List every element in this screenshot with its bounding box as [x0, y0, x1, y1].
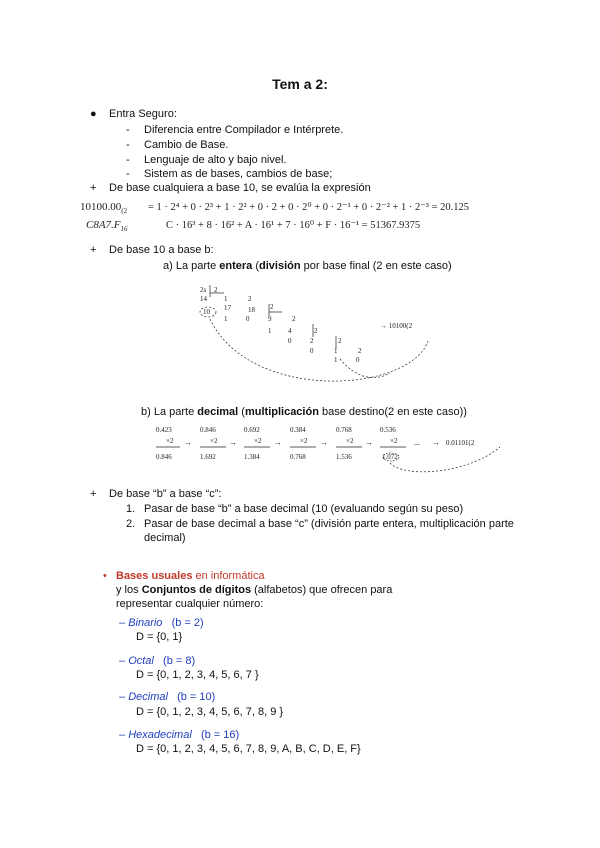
svg-text:17: 17: [224, 304, 231, 312]
dash-icon: -: [126, 139, 130, 151]
mult-times: ×2: [166, 437, 174, 445]
dash: –: [119, 617, 126, 629]
base-b: (b = 8): [163, 655, 196, 667]
base-name: Hexadecimal: [128, 729, 192, 741]
base-set: D = {0, 1, 2, 3, 4, 5, 6, 7 }: [136, 669, 259, 681]
part-b-bold1: decimal: [197, 406, 239, 418]
part-b-prefix: b) La parte: [141, 406, 198, 418]
svg-text:2: 2: [292, 315, 296, 323]
svg-text:1: 1: [334, 347, 338, 355]
mult-arrow: →: [365, 438, 373, 447]
div-rem: 0: [288, 337, 292, 345]
bases-head: [116, 570, 265, 582]
div-dividend: 10: [203, 308, 210, 316]
mult-arrow: →: [274, 438, 282, 447]
eq1-sub: (2: [121, 207, 128, 216]
part-a-text: [163, 260, 452, 272]
num-2: 2.: [126, 518, 136, 530]
mult-arrow: →: [229, 438, 237, 447]
plus-bullet-icon: +: [90, 182, 97, 194]
equation-1: [80, 201, 127, 215]
mult-result: 0.846: [156, 453, 172, 461]
base-b: (b = 2): [171, 617, 204, 629]
svg-text:1: 1: [224, 315, 228, 323]
mult-top: 0.768: [336, 426, 352, 434]
mult-top: 0.692: [244, 426, 260, 434]
section1-head: Entra Seguro:: [109, 108, 177, 120]
base-name: Binario: [128, 617, 163, 629]
mult-result: 1.072: [382, 453, 398, 461]
mult-result: 0.768: [290, 453, 306, 461]
red-bullet-icon: •: [103, 570, 107, 582]
multiplication-diagram: [150, 423, 510, 483]
mult-result: 1.384: [244, 453, 260, 461]
mult-result: 1.692: [200, 453, 216, 461]
section4-item: Pasar de base “b” a base decimal (10 (evaluando según su peso): [144, 503, 464, 515]
mult-times: ×2: [254, 437, 262, 445]
mult-arrow: →: [320, 438, 328, 447]
svg-text:2: 2: [248, 295, 252, 303]
svg-text:2: 2: [214, 286, 218, 294]
svg-text:9: 9: [268, 315, 272, 323]
dash: –: [119, 655, 126, 667]
base-b: (b = 10): [177, 691, 216, 703]
dash-icon: -: [126, 154, 130, 166]
base-item-decimal: [119, 691, 215, 703]
mult-arrow: →: [432, 438, 440, 447]
num-1: 1.: [126, 503, 136, 515]
section3-head: De base 10 a base b:: [109, 244, 214, 256]
svg-text:2: 2: [270, 303, 274, 311]
svg-text:0: 0: [356, 356, 360, 364]
mult-times: ×2: [300, 437, 308, 445]
svg-text:2: 2: [358, 347, 362, 355]
bases-head-rest: en informática: [192, 570, 265, 582]
div-rem: 1: [268, 327, 272, 335]
base-item-binario: [119, 617, 204, 629]
svg-text:0: 0: [310, 347, 314, 355]
mult-ellipsis: ...: [414, 438, 420, 447]
base-set: D = {0, 1}: [136, 631, 183, 643]
bullet-dot-icon: ●: [90, 108, 97, 120]
section4-item: decimal): [144, 532, 186, 544]
div-result: → 10100(2: [380, 322, 413, 330]
base-name: Octal: [128, 655, 154, 667]
div-rem: 0: [246, 315, 250, 323]
svg-text:1: 1: [224, 295, 228, 303]
mult-final: 0.01101(2: [446, 439, 475, 447]
part-a-prefix: a) La parte: [163, 260, 220, 272]
svg-text:18: 18: [248, 306, 255, 314]
svg-text:4: 4: [288, 327, 292, 335]
mult-top: 0.536: [380, 426, 396, 434]
part-a-mid: (: [252, 260, 260, 272]
section1-item: Cambio de Base.: [144, 139, 229, 151]
bases-line3: representar cualquier número:: [116, 598, 264, 610]
eq1-rhs: = 1 · 2⁴ + 0 · 2³ + 1 · 2² + 0 · 2 + 0 · 2⁰ + 0 · 2⁻¹ + 0 · 2⁻² + 1 · 2⁻³ = 20.125: [148, 202, 470, 213]
page-title: Tem a 2:: [272, 76, 328, 92]
part-a-suffix: por base final (2 en este caso): [300, 260, 452, 272]
svg-text:2: 2: [310, 337, 314, 345]
bases-line2-post: (alfabetos) que ofrecen para: [251, 584, 393, 596]
mult-arrow: →: [184, 438, 192, 447]
part-b-suffix: base destino(2 en este caso)): [318, 406, 467, 418]
mult-times: ×2: [210, 437, 218, 445]
bases-head-bold: Bases usuales: [116, 570, 193, 582]
bases-line2-pre: y los: [116, 584, 142, 596]
mult-top: 0.423: [156, 426, 172, 434]
section4-item: Pasar de base decimal a base “c” (división parte entera, multiplicación parte: [144, 518, 514, 530]
svg-text:2s: 2s: [200, 286, 207, 294]
svg-text:2: 2: [314, 327, 318, 335]
bases-line2-bold: Conjuntos de dígitos: [141, 584, 252, 596]
div-rem: 1: [334, 356, 338, 364]
section4-head: De base “b” a base “c”:: [109, 488, 222, 500]
eq2-rhs: C · 16³ + 8 · 16² + A · 16¹ + 7 · 16⁰ + F · 16⁻¹ = 51367.9375: [166, 220, 421, 231]
section1-item: Lenguaje de alto y bajo nivel.: [144, 154, 287, 166]
plus-bullet-icon: +: [90, 488, 97, 500]
bases-line2: [116, 584, 392, 596]
base-set: D = {0, 1, 2, 3, 4, 5, 6, 7, 8, 9 }: [136, 706, 284, 718]
equation-2: [86, 219, 128, 233]
svg-text:2: 2: [338, 337, 342, 345]
base-set: D = {0, 1, 2, 3, 4, 5, 6, 7, 8, 9, A, B, C, D, E, F}: [136, 743, 361, 755]
section2-head: De base cualquiera a base 10, se evalúa la expresión: [109, 182, 371, 194]
part-b-text: [141, 406, 467, 418]
section1-item: Diferencia entre Compilador e Intérprete.: [144, 124, 344, 136]
part-b-bold2: multiplicación: [244, 406, 319, 418]
part-a-bold1: entera: [219, 260, 253, 272]
dash: –: [119, 729, 126, 741]
part-b-mid: (: [238, 406, 245, 418]
base-item-octal: [119, 655, 195, 667]
eq2-sub: 16: [120, 225, 128, 234]
mult-top: 0.384: [290, 426, 306, 434]
mult-times: ×2: [390, 437, 398, 445]
base-b: (b = 16): [200, 729, 240, 741]
base-name: Decimal: [128, 691, 168, 703]
dash-icon: -: [126, 124, 130, 136]
mult-result: 1.536: [336, 453, 352, 461]
mult-times: ×2: [346, 437, 354, 445]
svg-text:14: 14: [200, 295, 207, 303]
eq1-lhs: 10100.00: [80, 201, 122, 213]
part-a-bold2: división: [259, 260, 301, 272]
division-diagram: [190, 283, 450, 393]
eq2-lhs: C8A7.F: [86, 219, 121, 231]
dash: –: [119, 691, 126, 703]
plus-bullet-icon: +: [90, 244, 97, 256]
section1-item: Sistem as de bases, cambios de base;: [144, 168, 333, 180]
dash-icon: -: [126, 168, 130, 180]
base-item-hexadecimal: [119, 729, 239, 741]
mult-top: 0.846: [200, 426, 216, 434]
